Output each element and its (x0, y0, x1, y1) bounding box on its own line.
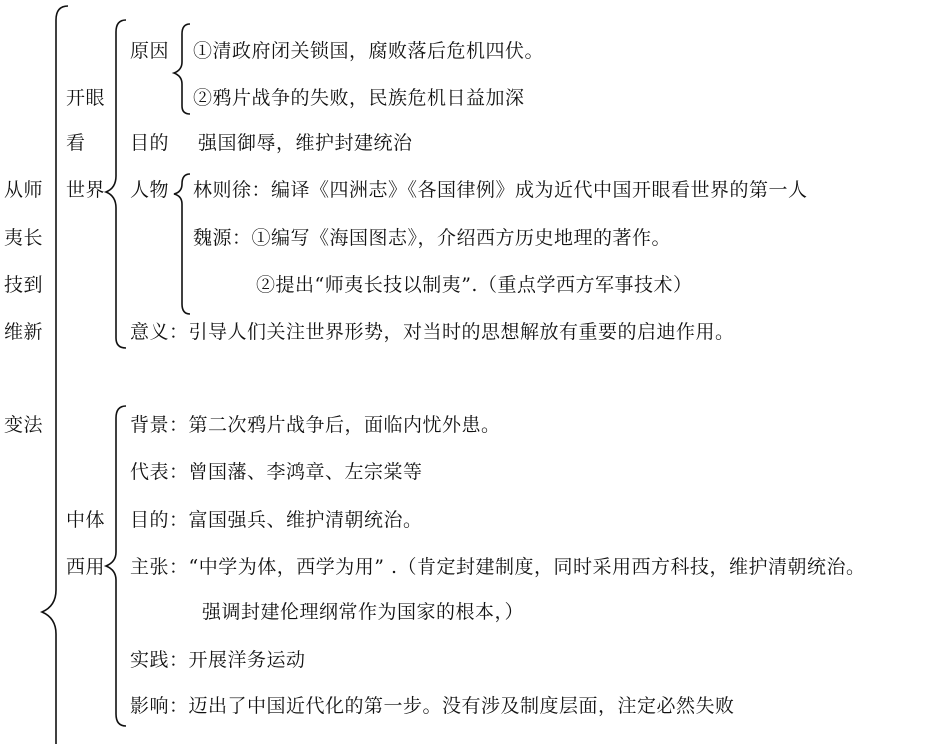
root-label-line-5: 变法 (4, 414, 44, 436)
section2-item-purpose: 目的：富国强兵、维护清朝统治。 (130, 509, 423, 531)
people-item-1: 林则徐：编译《四洲志》《各国律例》成为近代中国开眼看世界的第一人 (193, 179, 808, 201)
purpose-text: 强国御辱，维护封建统治 (198, 132, 413, 154)
root-label-line-1: 从师 (4, 179, 44, 201)
section2-label-line-2: 西用 (66, 556, 106, 578)
section2-item-representatives: 代表：曾国藩、李鸿章、左宗棠等 (130, 461, 423, 483)
people-item-2: 魏源：①编写《海国图志》，介绍西方历史地理的著作。 (193, 227, 672, 249)
cause-label: 原因 (130, 40, 170, 62)
people-item-3: ②提出“师夷长技以制夷”.（重点学西方军事技术） (256, 274, 693, 296)
section2-item-background: 背景：第二次鸦片战争后，面临内忧外患。 (130, 414, 501, 436)
cause-brace (174, 24, 190, 114)
section2-item-impact: 影响：迈出了中国近代化的第一步。没有涉及制度层面，注定必然失败 (130, 695, 735, 717)
section2-brace (106, 406, 126, 726)
section1-label-line-3: 世界 (66, 179, 106, 201)
cause-item-2: ②鸦片战争的失败，民族危机日益加深 (193, 87, 525, 109)
people-brace (174, 174, 190, 314)
root-label-line-3: 技到 (4, 274, 44, 296)
section1-label-line-1: 开眼 (66, 87, 106, 109)
section2-item-proposition-cont: 强调封建伦理纲常作为国家的根本，） (202, 601, 525, 623)
main-brace (42, 6, 68, 744)
section2-item-proposition: 主张：“中学为体，西学为用” .（肯定封建制度，同时采用西方科技，维护清朝统治。 (130, 556, 866, 578)
section2-item-practice: 实践：开展洋务运动 (130, 649, 306, 671)
root-label-line-2: 夷长 (4, 227, 44, 249)
purpose-label: 目的 (130, 132, 170, 154)
root-label-line-4: 维新 (4, 321, 44, 343)
section2-label-line-1: 中体 (66, 509, 106, 531)
cause-item-1: ①清政府闭关锁国，腐败落后危机四伏。 (193, 40, 545, 62)
section1-label-line-2: 看 (66, 132, 86, 154)
significance-text: 意义：引导人们关注世界形势，对当时的思想解放有重要的启迪作用。 (130, 321, 735, 343)
people-label: 人物 (130, 179, 170, 201)
section1-brace (106, 20, 126, 348)
